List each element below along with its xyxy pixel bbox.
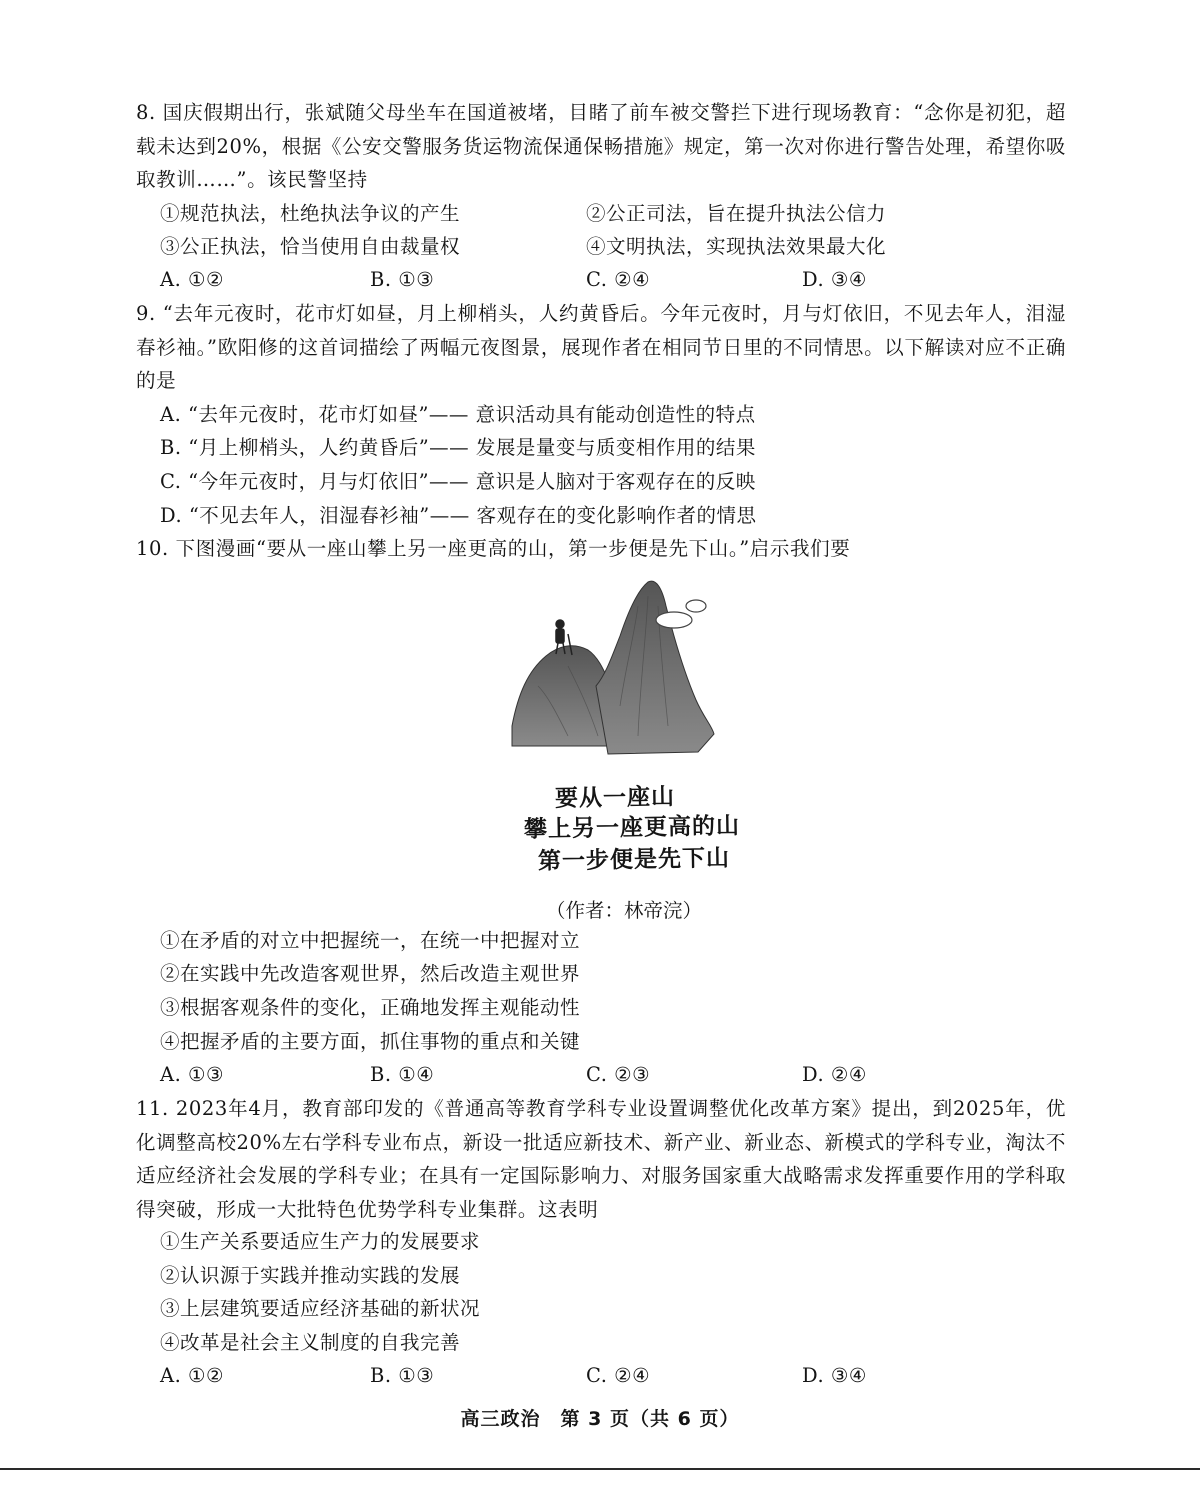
q8-choice-d: D. ③④ xyxy=(802,268,867,291)
q10-choice-c: C. ②③ xyxy=(586,1063,651,1086)
q11-choice-b: B. ①③ xyxy=(370,1364,435,1387)
q11-choice-d: D. ③④ xyxy=(802,1364,867,1387)
q10-choice-a: A. ①③ xyxy=(160,1063,224,1086)
q10-item-1: ①在矛盾的对立中把握统一，在统一中把握对立 xyxy=(160,929,581,952)
q9-option-b: B. “月上柳梢头，人约黄昏后”—— 发展是量变与质变相作用的结果 xyxy=(160,436,756,459)
q9-option-d: D. “不见去年人，泪湿春衫袖”—— 客观存在的变化影响作者的情思 xyxy=(160,504,757,527)
question-10-stem: 10. 下图漫画“要从一座山攀上另一座更高的山，第一步便是先下山。”启示我们要 xyxy=(136,537,851,560)
q11-item-2: ②认识源于实践并推动实践的发展 xyxy=(160,1264,461,1287)
q8-item-2: ②公正司法，旨在提升执法公信力 xyxy=(586,202,887,225)
question-8-stem: 8. 国庆假期出行，张斌随父母坐车在国道被堵，目睹了前车被交警拦下进行现场教育：“念你是初犯，超载未达到20%，根据《公安交警服务货运物流保通保畅措施》规定，第一次对你进行警告处理，希望你吸取教训……”。该民警坚持 xyxy=(136,101,1066,192)
q10-item-3: ③根据客观条件的变化，正确地发挥主观能动性 xyxy=(160,996,581,1019)
q8-choice-b: B. ①③ xyxy=(370,268,435,291)
cartoon-caption-line-1: 要从一座山 xyxy=(554,783,676,813)
q10-item-2: ②在实践中先改造客观世界，然后改造主观世界 xyxy=(160,962,581,985)
q8-choice-c: C. ②④ xyxy=(586,268,651,291)
q8-item-3: ③公正执法，恰当使用自由裁量权 xyxy=(160,235,461,258)
question-9-stem: 9. “去年元夜时，花市灯如昼，月上柳梢头，人约黄昏后。今年元夜时，月与灯依旧，不见去年人，泪湿春衫袖。”欧阳修的这首词描绘了两幅元夜图景，展现作者在相同节日里的不同情思。以下解读对应不正确的是 xyxy=(136,302,1066,393)
page-footer: 高三政治 第 3 页（共 6 页） xyxy=(460,1408,740,1430)
q11-item-4: ④改革是社会主义制度的自我完善 xyxy=(160,1331,461,1354)
q11-item-1: ①生产关系要适应生产力的发展要求 xyxy=(160,1230,481,1253)
q8-item-1: ①规范执法，杜绝执法争议的产生 xyxy=(160,202,461,225)
scan-edge-divider xyxy=(0,1468,1200,1470)
question-11-stem: 11. 2023年4月，教育部印发的《普通高等教育学科专业设置调整优化改革方案》提出，到2025年，优化调整高校20%左右学科专业布点，新设一批适应新技术、新产业、新业态、新模式的学科专业，淘汰不适应经济社会发展的学科专业；在具有一定国际影响力、对服务国家重大战略需求发挥重要作用的学科取得突破，形成一大批特色优势学科专业集群。这表明 xyxy=(136,1097,1066,1221)
q8-item-4: ④文明执法，实现执法效果最大化 xyxy=(586,235,887,258)
q11-choice-a: A. ①② xyxy=(160,1364,224,1387)
cartoon-caption-line-2: 攀上另一座更高的山 xyxy=(523,813,741,843)
cartoon-caption-line-3: 第一步便是先下山 xyxy=(537,845,731,875)
q9-option-c: C. “今年元夜时，月与灯依旧”—— 意识是人脑对于客观存在的反映 xyxy=(160,470,756,493)
q8-choice-a: A. ①② xyxy=(160,268,224,291)
q10-choice-b: B. ①④ xyxy=(370,1063,435,1086)
q9-option-a: A. “去年元夜时，花市灯如昼”—— 意识活动具有能动创造性的特点 xyxy=(160,403,756,426)
q11-item-3: ③上层建筑要适应经济基础的新状况 xyxy=(160,1297,481,1320)
q10-choice-d: D. ②④ xyxy=(802,1063,867,1086)
mountain-cartoon xyxy=(508,576,730,761)
q10-item-4: ④把握矛盾的主要方面，抓住事物的重点和关键 xyxy=(160,1030,581,1053)
q11-choice-c: C. ②④ xyxy=(586,1364,651,1387)
cartoon-author: （作者：林帝浣） xyxy=(546,899,703,922)
